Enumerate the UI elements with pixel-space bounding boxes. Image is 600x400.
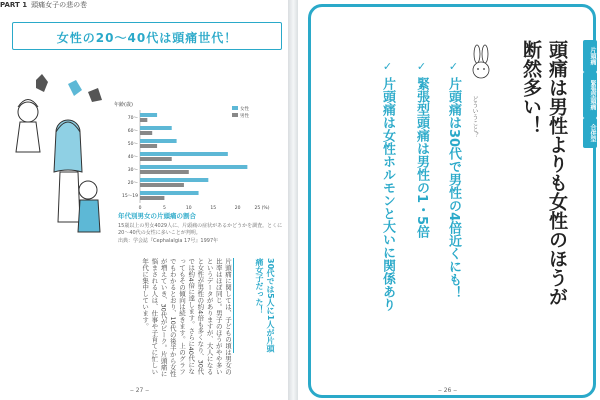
body-text: 片頭痛に関しては、子どもの頃は男女の比率はほぼ同じ。男子のほうがやや多いというデータがありますが、大人になると女性が男性の約4倍も多くなり、30代では約4倍に達します。さらに40代になってもその傾向は続きます。上のグラフでもわかるとおり、10代の後半から女性が増えていき、30代がピーク。片頭痛に悩まされる人は、仕事や子育てに忙しい年代に集中しています。 xyxy=(141,258,232,377)
section-title-box xyxy=(12,22,282,50)
x-tick-label: 25 (%) xyxy=(254,206,270,210)
caption-source: 出典：学会誌『Cephalalgia 17号』1997年 xyxy=(118,238,219,244)
point-2 xyxy=(406,60,430,238)
age-gender-bar-chart xyxy=(112,100,277,210)
check-icon: ✓ xyxy=(381,60,394,73)
bar-female xyxy=(140,191,199,195)
side-heading: 30代では5人に1人が片頭痛女子だった！ xyxy=(233,258,276,353)
page-number: ‒ 26 ‒ xyxy=(438,387,458,394)
part-header xyxy=(0,0,87,10)
bar-male xyxy=(140,183,184,187)
point-2-text: 緊張型頭痛は男性の1・5倍 xyxy=(414,77,429,239)
category-label: 70〜 xyxy=(127,116,138,121)
x-tick-label: 15 xyxy=(210,206,217,210)
bar-female xyxy=(140,126,172,130)
bar-male xyxy=(140,157,172,161)
tab-combined[interactable]: 合併型 xyxy=(583,118,597,148)
point-1-text: 片頭痛は30代で男性の4倍近くにも！ xyxy=(446,77,461,300)
x-tick-label: 10 xyxy=(185,206,192,210)
check-icon: ✓ xyxy=(415,60,428,73)
headache-women-illustration xyxy=(8,72,108,242)
category-label: 60〜 xyxy=(127,129,138,134)
rabbit-icon xyxy=(468,44,494,96)
category-label: 40〜 xyxy=(127,155,138,160)
point-3 xyxy=(372,60,396,311)
caption-title: 年代別男女の片頭痛の割合 xyxy=(118,212,196,220)
tab-tension-headache[interactable]: 緊張型頭痛 xyxy=(583,72,597,118)
point-1 xyxy=(438,60,462,299)
legend-swatch xyxy=(232,113,238,117)
y-axis-label: 年齢(歳) xyxy=(114,102,133,108)
section-title: 女性の20〜40代は頭痛世代！ xyxy=(56,31,238,45)
category-label: 50〜 xyxy=(127,142,138,147)
x-tick-label: 20 xyxy=(234,206,241,210)
page-number: ‒ 27 ‒ xyxy=(130,387,150,394)
legend-label: 男性 xyxy=(240,114,249,119)
legend-swatch xyxy=(232,106,238,110)
point-3-text: 片頭痛は女性ホルモンと大いに関係あり xyxy=(380,77,395,311)
bar-female xyxy=(140,178,208,182)
tab-migraine[interactable]: 片頭痛 xyxy=(583,40,597,72)
bar-male xyxy=(140,131,152,135)
right-page xyxy=(298,0,600,400)
bar-female xyxy=(140,152,228,156)
bar-male xyxy=(140,118,147,122)
question-label: どういうこと？ xyxy=(471,96,478,138)
running-header: 頭痛女子の悲の巻 xyxy=(31,1,88,9)
bar-male xyxy=(140,170,189,174)
caption-body: 15歳以上の男女4029人に、片頭痛の症状があるかどうかを調査。とくに20〜40代の女性に多いことが判明。 xyxy=(118,223,283,236)
left-page xyxy=(0,0,290,400)
x-tick-label: 5 xyxy=(162,206,166,210)
page-headline: 頭痛は男性よりも女性のほうが断然多い！ xyxy=(520,40,568,306)
bar-female xyxy=(140,113,157,117)
bar-female xyxy=(140,165,247,169)
bar-male xyxy=(140,196,164,200)
check-icon: ✓ xyxy=(447,60,460,73)
category-label: 15〜19 xyxy=(122,194,138,199)
bar-male xyxy=(140,144,157,148)
bar-female xyxy=(140,139,177,143)
x-tick-label: 0 xyxy=(138,206,142,210)
legend-label: 女性 xyxy=(240,107,249,112)
category-label: 30〜 xyxy=(127,168,138,173)
part-label: PART 1 xyxy=(0,1,28,9)
chart-caption xyxy=(118,212,286,245)
category-label: 20〜 xyxy=(127,181,138,186)
